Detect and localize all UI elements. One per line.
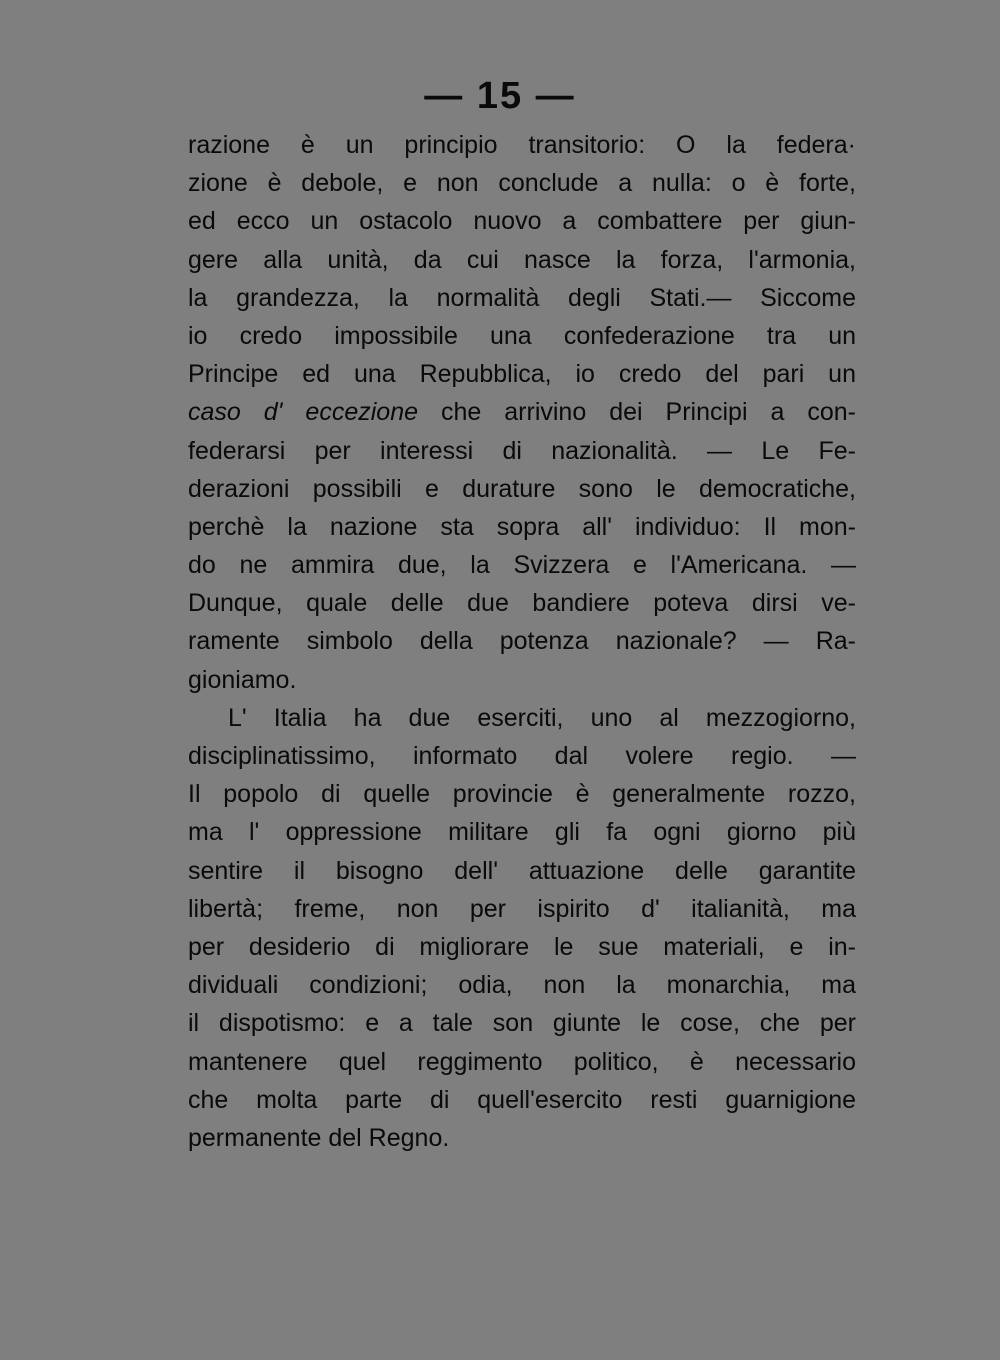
text-line: disciplinatissimo, informato dal volere regio. — bbox=[188, 742, 856, 770]
text-line: la grandezza, la normalità degli Stati.— Siccome bbox=[188, 283, 856, 312]
text-line: zione è debole, e non conclude a nulla: o è forte, bbox=[188, 169, 856, 198]
text-line: razione è un principio transitorio: O la federa· bbox=[188, 131, 856, 159]
text-line: che molta parte di quell'esercito resti guarnigione bbox=[188, 1085, 856, 1114]
text-line: ma l' oppressione militare gli fa ogni giorno più bbox=[188, 818, 856, 847]
text-line: dividuali condizioni; odia, non la monarchia, ma bbox=[188, 971, 856, 1000]
text-line: permanente del Regno. bbox=[188, 1123, 450, 1152]
text-line: derazioni possibili e durature sono le democratiche, bbox=[188, 474, 856, 503]
text-line-rest: che arrivino dei Principi a con- bbox=[418, 398, 857, 427]
text-line: Principe ed una Repubblica, io credo del pari un bbox=[188, 360, 856, 389]
page-number: — 15 — bbox=[424, 75, 576, 117]
text-line bbox=[188, 393, 856, 431]
text-line: sentire il bisogno dell' attuazione delle garantite bbox=[188, 856, 856, 885]
italic-phrase: caso d' eccezione bbox=[188, 398, 419, 427]
text-line: Dunque, quale delle due bandiere poteva dirsi ve- bbox=[188, 589, 856, 618]
text-line: mantenere quel reggimento politico, è necessario bbox=[188, 1047, 856, 1076]
body-text bbox=[188, 126, 856, 1157]
text-line: per desiderio di migliorare le sue materiali, e in- bbox=[188, 932, 856, 961]
text-line: ramente simbolo della potenza nazionale? — Ra- bbox=[188, 627, 856, 656]
text-line: Il popolo di quelle provincie è generalmente rozzo, bbox=[188, 780, 856, 809]
text-line: libertà; freme, non per ispirito d' italianità, ma bbox=[188, 894, 856, 923]
text-line: perchè la nazione sta sopra all' individuo: Il mon- bbox=[188, 512, 856, 541]
text-line: L' Italia ha due eserciti, uno al mezzogiorno, bbox=[228, 703, 856, 732]
text-line: ed ecco un ostacolo nuovo a combattere per giun- bbox=[188, 207, 856, 236]
text-line: io credo impossibile una confederazione tra un bbox=[188, 321, 856, 350]
text-line: gere alla unità, da cui nasce la forza, l'armonia, bbox=[188, 245, 856, 274]
text-line: gioniamo. bbox=[188, 665, 297, 694]
text-line: federarsi per interessi di nazionalità. — Le Fe- bbox=[188, 436, 856, 465]
text-line: do ne ammira due, la Svizzera e l'Americana. — bbox=[188, 551, 856, 580]
text-line: il dispotismo: e a tale son giunte le cose, che per bbox=[188, 1009, 856, 1038]
